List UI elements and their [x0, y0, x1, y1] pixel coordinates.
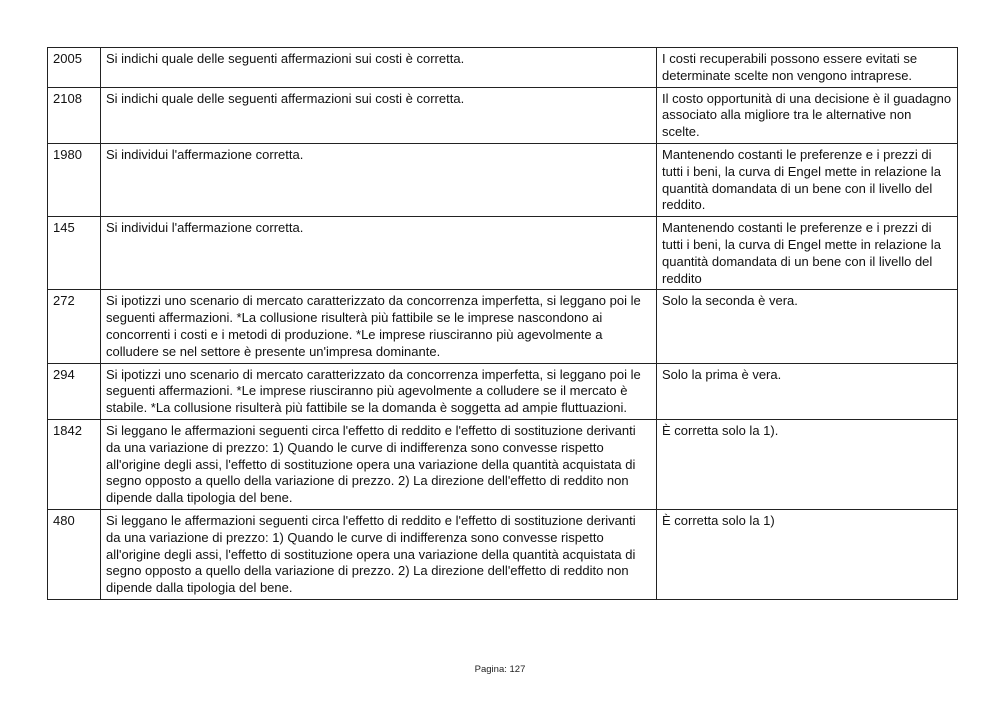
question-text-cell: Si leggano le affermazioni seguenti circa l'effetto di reddito e l'effetto di sostituzione derivanti da una variazione di prezzo: 1) Quando le curve di indifferenza sono convesse rispetto all'origine degli assi, l'effetto di sostituzione opera una variazione della quantità acquistata di segno opposto a quello della variazione di prezzo. 2) La direzione dell'effetto di reddito non dipende dalla tipologia del bene. — [101, 419, 657, 509]
answer-text-cell: È corretta solo la 1) — [657, 509, 958, 599]
answer-text-cell: È corretta solo la 1). — [657, 419, 958, 509]
answer-text-cell: Mantenendo costanti le preferenze e i prezzi di tutti i beni, la curva di Engel mette in relazione la quantità domandata di un bene con il livello del reddito — [657, 217, 958, 290]
question-text-cell: Si ipotizzi uno scenario di mercato caratterizzato da concorrenza imperfetta, si leggano poi le seguenti affermazioni. *Le imprese riusciranno più agevolmente a colludere se il mercato è stabile. *La collusione risulterà più fattibile se la domanda è soggetta ad ampie fluttuazioni. — [101, 363, 657, 419]
question-id-cell: 480 — [48, 509, 101, 599]
table-row — [48, 363, 958, 419]
page-number-footer: Pagina: 127 — [474, 664, 526, 675]
answer-text-cell: I costi recuperabili possono essere evitati se determinate scelte non vengono intraprese. — [657, 48, 958, 88]
question-id-cell: 2108 — [48, 87, 101, 143]
question-id-cell: 294 — [48, 363, 101, 419]
table-row — [48, 217, 958, 290]
question-id-cell: 1842 — [48, 419, 101, 509]
table-row — [48, 48, 958, 88]
table-row — [48, 419, 958, 509]
question-id-cell: 272 — [48, 290, 101, 363]
question-text-cell: Si ipotizzi uno scenario di mercato caratterizzato da concorrenza imperfetta, si leggano poi le seguenti affermazioni. *La collusione risulterà più fattibile se le imprese nascondono ai concorrenti i costi e i metodi di produzione. *Le imprese riusciranno più agevolmente a colludere se nel settore è presente un'impresa dominante. — [101, 290, 657, 363]
answer-text-cell: Solo la seconda è vera. — [657, 290, 958, 363]
table-body — [48, 48, 958, 600]
answer-text-cell: Il costo opportunità di una decisione è il guadagno associato alla migliore tra le alternative non scelte. — [657, 87, 958, 143]
table-row — [48, 509, 958, 599]
table-row — [48, 290, 958, 363]
table-row — [48, 143, 958, 216]
answer-text-cell: Solo la prima è vera. — [657, 363, 958, 419]
answer-text-cell: Mantenendo costanti le preferenze e i prezzi di tutti i beni, la curva di Engel mette in relazione la quantità domandata di un bene con il livello del reddito. — [657, 143, 958, 216]
question-id-cell: 145 — [48, 217, 101, 290]
question-id-cell: 2005 — [48, 48, 101, 88]
question-text-cell: Si leggano le affermazioni seguenti circa l'effetto di reddito e l'effetto di sostituzione derivanti da una variazione di prezzo: 1) Quando le curve di indifferenza sono convesse rispetto all'origine degli assi, l'effetto di sostituzione opera una variazione della quantità acquistata di segno opposto a quello della variazione di prezzo. 2) La direzione dell'effetto di reddito non dipende dalla tipologia del bene. — [101, 509, 657, 599]
question-answer-table — [47, 47, 958, 600]
question-text-cell: Si indichi quale delle seguenti affermazioni sui costi è corretta. — [101, 48, 657, 88]
question-id-cell: 1980 — [48, 143, 101, 216]
table-row — [48, 87, 958, 143]
question-text-cell: Si indichi quale delle seguenti affermazioni sui costi è corretta. — [101, 87, 657, 143]
question-text-cell: Si individui l'affermazione corretta. — [101, 143, 657, 216]
question-text-cell: Si individui l'affermazione corretta. — [101, 217, 657, 290]
